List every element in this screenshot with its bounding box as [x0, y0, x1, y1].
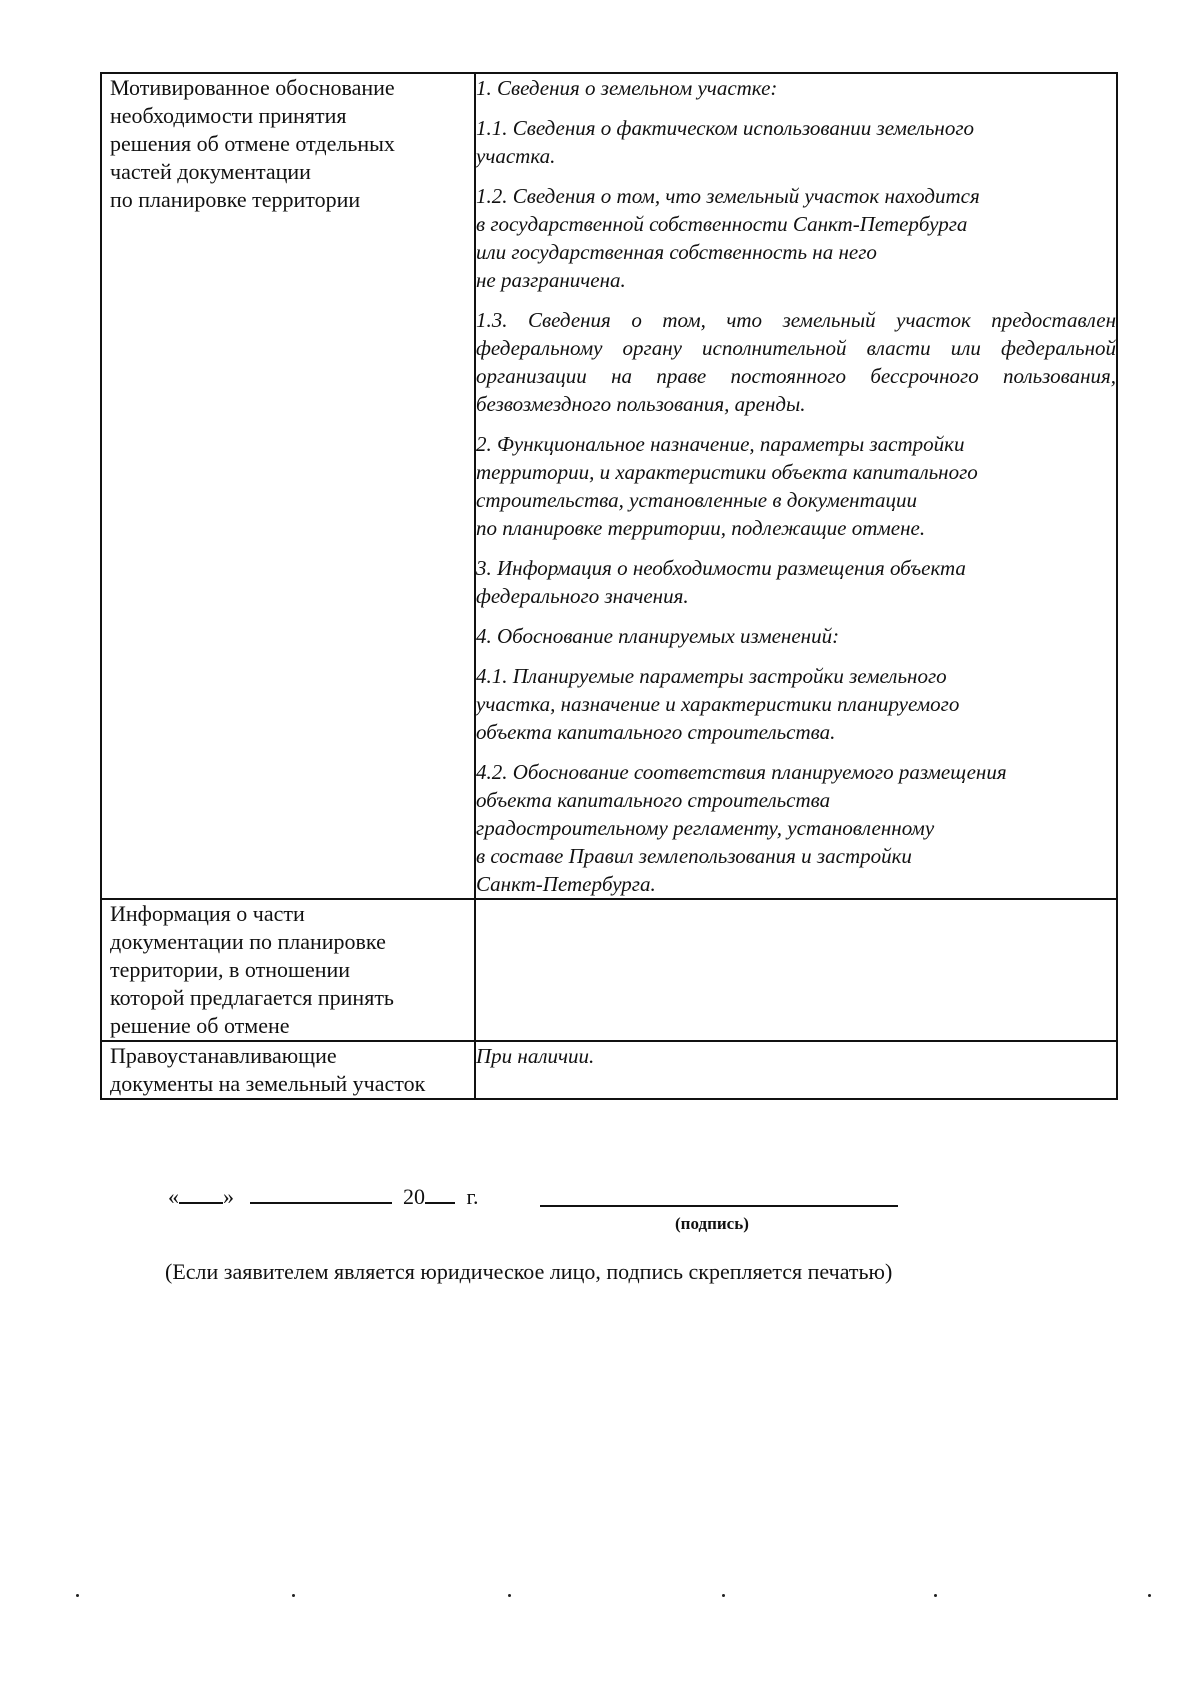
scan-dot [508, 1594, 511, 1597]
paragraph-1-2: 1.2. Сведения о том, что земельный участок находится в государственной собственности Санкт-Петербурга или государственная собственность на него не разграничена. [476, 184, 980, 292]
signature-blank[interactable] [540, 1205, 898, 1207]
paragraph-1-1: 1.1. Сведения о фактическом использовании земельного участка. [476, 116, 975, 168]
table-row-plan-part [101, 899, 1117, 1041]
seal-note: (Если заявителем является юридическое лицо, подпись скрепляется печатью) [165, 1259, 893, 1284]
scan-dot [76, 1594, 79, 1597]
quote-close: » [223, 1184, 234, 1209]
justification-content-cell [475, 73, 1117, 899]
paragraph-4: 4. Обоснование планируемых изменений: [476, 624, 840, 648]
paragraph-4-1: 4.1. Планируемые параметры застройки земельного участка, назначение и характеристики планируемого объекта капитального строительства. [476, 664, 960, 744]
justification-label-cell [101, 73, 475, 899]
table-row-justification [101, 73, 1117, 899]
title-documents-value: При наличии. [476, 1044, 595, 1068]
application-form-table [100, 72, 1118, 1100]
year-blank[interactable] [425, 1180, 455, 1204]
paragraph-2: 2. Функциональное назначение, параметры застройки территории, и характеристики объекта капитального строительства, установленные в документации по планировке территории, подлежащие отмене. [476, 432, 978, 540]
date-line [168, 1180, 479, 1211]
title-documents-label: Правоустанавливающие документы на земельный участок [110, 1043, 426, 1096]
paragraph-1-3: 1.3. Сведения о том, что земельный участок предоставлен федеральному органу исполнительной власти или федеральной организации на праве постоянного бессрочного пользования, безвозмездного пользования, аренды. [476, 308, 1116, 416]
scan-dot [722, 1594, 725, 1597]
scan-dot [292, 1594, 295, 1597]
scan-dot [934, 1594, 937, 1597]
month-blank[interactable] [250, 1180, 392, 1204]
table-row-title-documents [101, 1041, 1117, 1099]
paragraph-4-2: 4.2. Обоснование соответствия планируемого размещения объекта капитального строительства градостроительному регламенту, установленному в составе Правил землепользования и застройки Санкт-Петербурга. [476, 760, 1007, 896]
signature-caption: (подпись) [675, 1214, 749, 1233]
plan-part-label-cell [101, 899, 475, 1041]
footer-dots [0, 1594, 1200, 1604]
plan-part-label: Информация о части документации по планировке территории, в отношении которой предлагается принять решение об отмене [110, 901, 394, 1038]
title-documents-label-cell [101, 1041, 475, 1099]
justification-label: Мотивированное обоснование необходимости принятия решения об отмене отдельных частей документации по планировке территории [110, 75, 395, 212]
title-documents-value-cell[interactable] [475, 1041, 1117, 1099]
day-blank[interactable] [179, 1180, 223, 1204]
plan-part-value-cell[interactable] [475, 899, 1117, 1041]
year-prefix: 20 [403, 1184, 425, 1209]
scan-dot [1148, 1594, 1151, 1597]
quote-open: « [168, 1184, 179, 1209]
year-suffix: г. [466, 1184, 479, 1209]
paragraph-1: 1. Сведения о земельном участке: [476, 76, 778, 100]
paragraph-3: 3. Информация о необходимости размещения объекта федерального значения. [476, 556, 966, 608]
